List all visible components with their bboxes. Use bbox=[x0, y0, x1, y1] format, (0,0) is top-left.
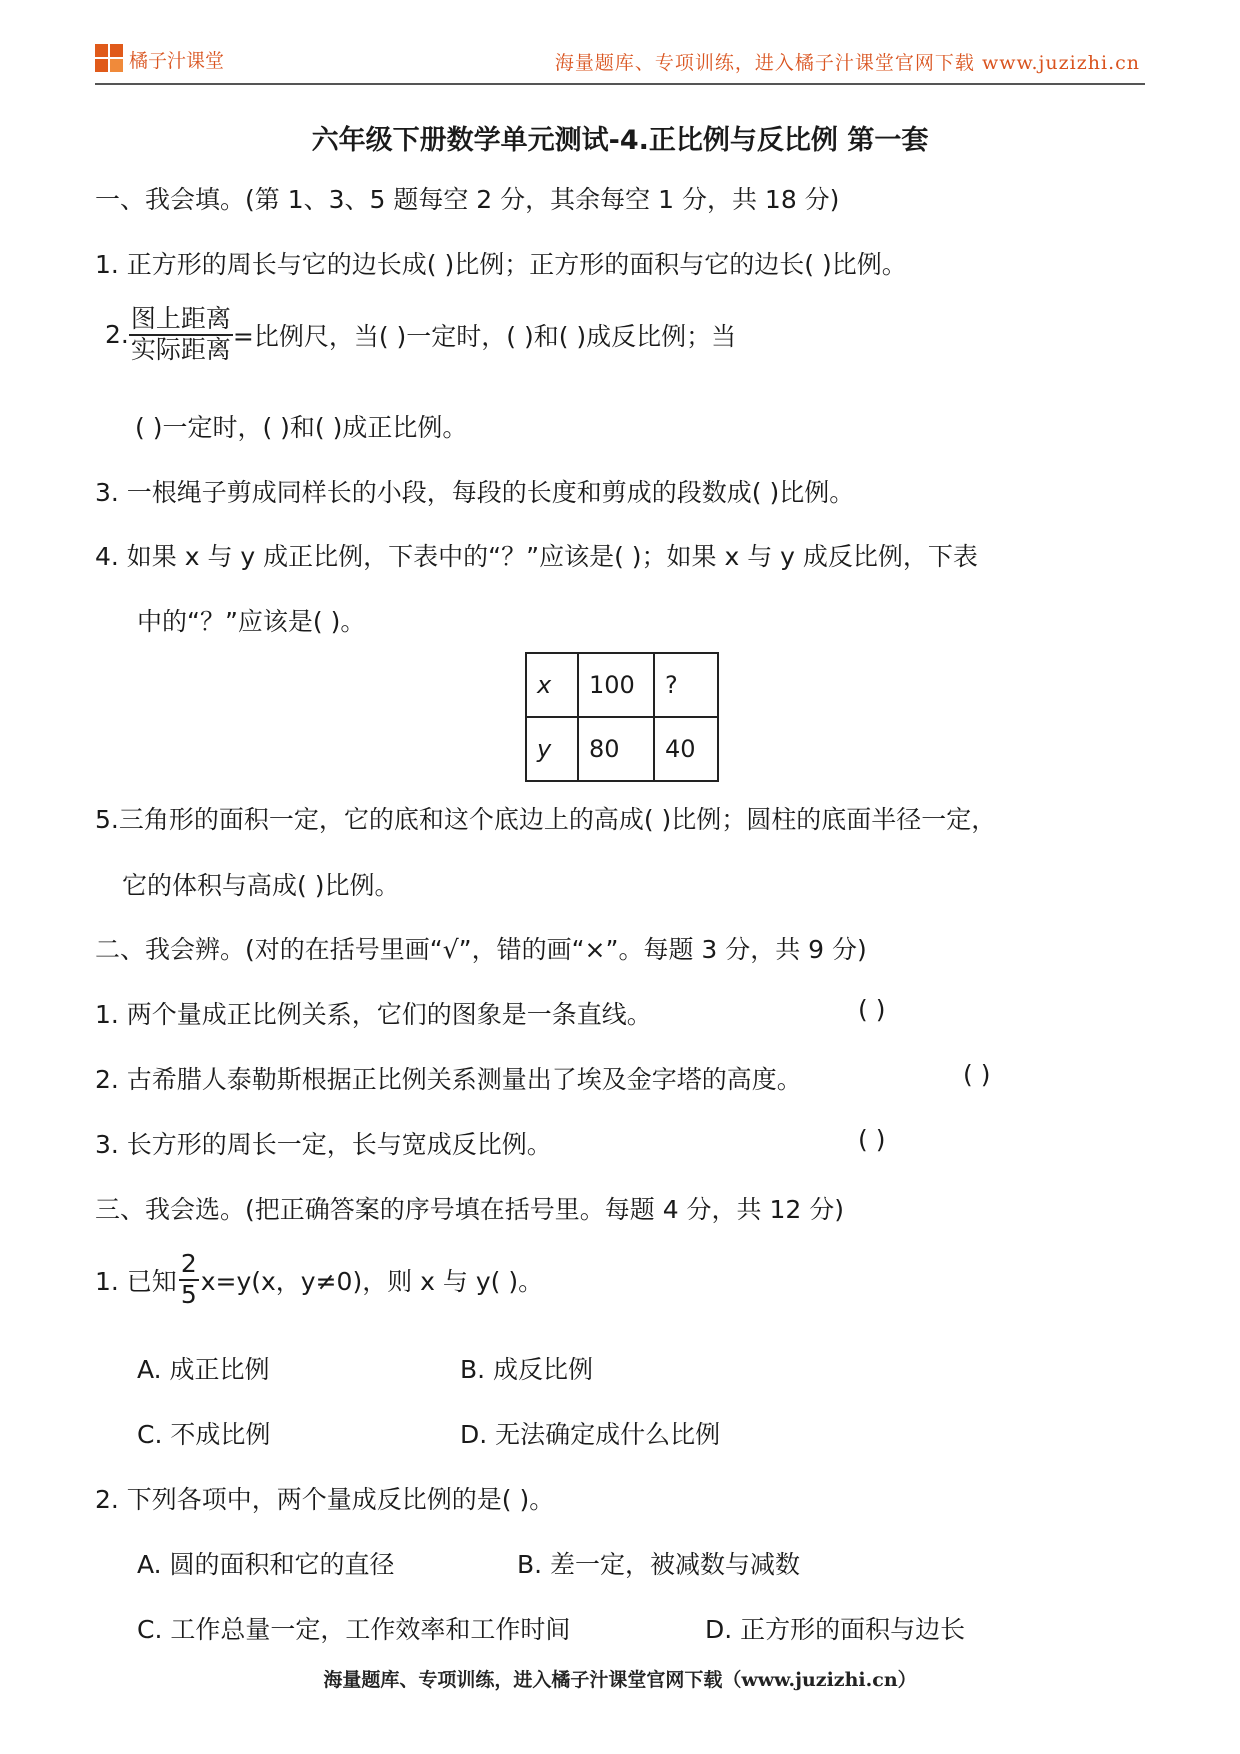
s3-question-2: 2. 下列各项中，两个量成反比例的是( )。 bbox=[95, 1485, 555, 1514]
s2-item-1: 1. 两个量成正比例关系，它们的图象是一条直线。 bbox=[95, 1000, 652, 1029]
fraction-denominator: 实际距离 bbox=[130, 334, 231, 364]
s1-question-4-line1: 4. 如果 x 与 y 成正比例，下表中的“？”应该是( )；如果 x 与 y 成反比例，下表 bbox=[95, 542, 978, 571]
logo-icon bbox=[95, 44, 125, 74]
s1-q2-line1: =比例尺，当( )一定时，( )和( )成反比例；当 bbox=[232, 321, 737, 351]
section2-heading: 二、我会辨。(对的在括号里画“√”，错的画“×”。每题 3 分，共 9 分) bbox=[95, 935, 867, 964]
s2-item-2-answer: ( ) bbox=[963, 1060, 991, 1089]
s3-q2-option-d: D. 正方形的面积与边长 bbox=[705, 1615, 966, 1644]
s2-item-3-answer: ( ) bbox=[858, 1125, 886, 1154]
s1-question-4-line2: 中的“？”应该是( )。 bbox=[137, 607, 366, 636]
header-divider bbox=[95, 83, 1145, 85]
brand-logo bbox=[95, 44, 224, 74]
s1-q2-number: 2. bbox=[105, 320, 129, 350]
s1-q2-line2: ( )一定时，( )和( )成正比例。 bbox=[135, 413, 468, 442]
s3-q1-option-d: D. 无法确定成什么比例 bbox=[460, 1420, 721, 1449]
section1-heading: 一、我会填。(第 1、3、5 题每空 2 分，其余每空 1 分，共 18 分) bbox=[95, 185, 840, 214]
table-cell: 40 bbox=[654, 717, 718, 781]
s3-q2-option-a: A. 圆的面积和它的直径 bbox=[137, 1550, 395, 1579]
s3-q2-option-b: B. 差一定，被减数与减数 bbox=[517, 1550, 801, 1579]
s3-q1-prefix: 1. 已知 bbox=[95, 1266, 177, 1296]
table-row bbox=[526, 653, 718, 717]
s2-item-1-answer: ( ) bbox=[858, 995, 886, 1024]
table-cell: 80 bbox=[578, 717, 654, 781]
scale-fraction bbox=[129, 305, 233, 365]
s2-item-3: 3. 长方形的周长一定，长与宽成反比例。 bbox=[95, 1130, 552, 1159]
s2-item-2: 2. 古希腊人泰勒斯根据正比例关系测量出了埃及金字塔的高度。 bbox=[95, 1065, 802, 1094]
s3-q1-option-c: C. 不成比例 bbox=[137, 1420, 271, 1449]
s1-question-5-line1: 5.三角形的面积一定，它的底和这个底边上的高成( )比例；圆柱的底面半径一定， bbox=[95, 805, 997, 834]
s1-question-3: 3. 一根绳子剪成同样长的小段，每段的长度和剪成的段数成( )比例。 bbox=[95, 478, 855, 507]
section3-heading: 三、我会选。(把正确答案的序号填在括号里。每题 4 分，共 12 分) bbox=[95, 1195, 845, 1224]
s3-q1-suffix: x=y(x，y≠0)，则 x 与 y( )。 bbox=[200, 1266, 544, 1296]
table-cell: 100 bbox=[578, 653, 654, 717]
xy-table bbox=[525, 652, 719, 782]
s1-question-1: 1. 正方形的周长与它的边长成( )比例；正方形的面积与它的边长( )比例。 bbox=[95, 250, 907, 279]
two-fifths-fraction bbox=[179, 1250, 199, 1310]
table-cell: y bbox=[526, 717, 578, 781]
fraction-numerator: 2 bbox=[179, 1250, 199, 1281]
page-title: 六年级下册数学单元测试-4.正比例与反比例 第一套 bbox=[311, 125, 929, 156]
fraction-numerator: 图上距离 bbox=[129, 305, 233, 336]
table-row bbox=[526, 717, 718, 781]
table-cell: ? bbox=[654, 653, 718, 717]
table-cell: x bbox=[526, 653, 578, 717]
footer-text: 海量题库、专项训练，进入橘子汁课堂官网下载（www.juzizhi.cn） bbox=[323, 1669, 917, 1691]
s3-q1-option-b: B. 成反比例 bbox=[460, 1355, 594, 1384]
s1-question-2 bbox=[105, 305, 736, 365]
brand-name: 橘子汁课堂 bbox=[129, 49, 225, 72]
fraction-denominator: 5 bbox=[180, 1279, 197, 1309]
s3-question-1 bbox=[95, 1250, 543, 1310]
header-slogan: 海量题库、专项训练，进入橘子汁课堂官网下载 www.juzizhi.cn bbox=[554, 52, 1140, 74]
s1-question-5-line2: 它的体积与高成( )比例。 bbox=[122, 871, 400, 900]
s3-q2-option-c: C. 工作总量一定，工作效率和工作时间 bbox=[137, 1615, 571, 1644]
s3-q1-option-a: A. 成正比例 bbox=[137, 1355, 270, 1384]
